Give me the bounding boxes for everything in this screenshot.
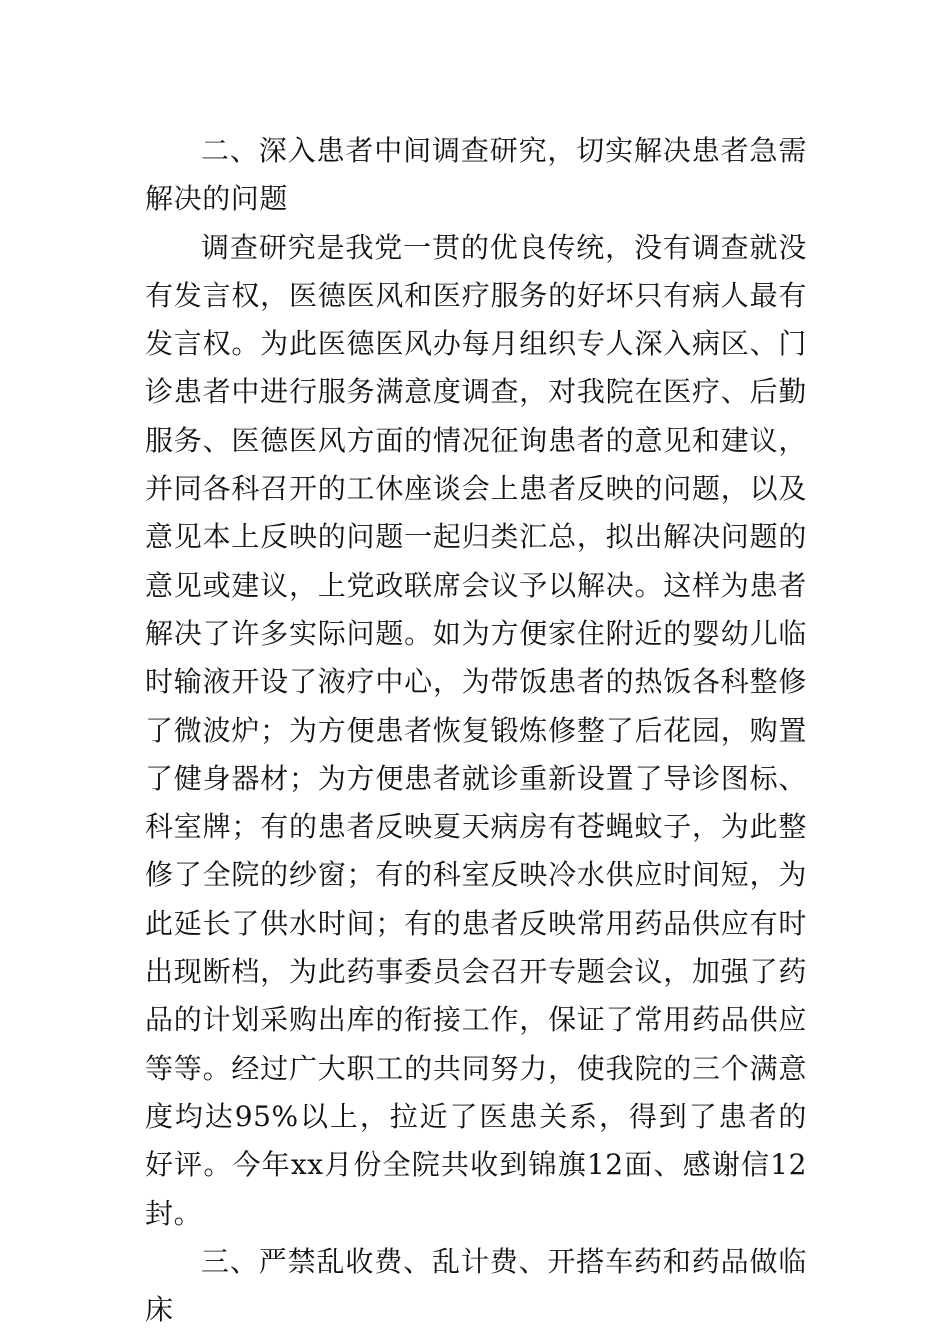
section-heading-2: 二、深入患者中间调查研究，切实解决患者急需解决的问题 — [145, 134, 807, 216]
body-paragraph: 调查研究是我党一贯的优良传统，没有调查就没有发言权，医德医风和医疗服务的好坏只有病人最有发言权。为此医德医风办每月组织专人深入病区、门诊患者中进行服务满意度调查，对我院在医疗、后勤服务、医德医风方面的情况征询患者的意见和建议，并同各科召开的工休座谈会上患者反映的问题，以及意见本上反映的问题一起归类汇总，拟出解决问题的意见或建议，上党政联席会议予以解决。这样为患者解决了许多实际问题。如为方便家住附近的婴幼儿临时输液开设了液疗中心，为带饭患者的热饭各科整修了微波炉；为方便患者恢复锻炼修整了后花园，购置了健身器材；为方便患者就诊重新设置了导诊图标、科室牌；有的患者反映夏天病房有苍蝇蚊子，为此整修了全院的纱窗；有的科室反映冷水供应时间短，为此延长了供水时间；有的患者反映常用药品供应有时出现断档，为此药事委员会召开专题会议，加强了药品的计划采购出库的衔接工作，保证了常用药品供应等等。经过广大职工的共同努力，使我院的三个满意度均达95%以上，拉近了医患关系，得到了患者的好评。今年xx月份全院共收到锦旗12面、感谢信12封。 — [145, 230, 807, 1230]
document-body — [145, 127, 807, 1334]
section-heading-3: 三、严禁乱收费、乱计费、开搭车药和药品做临床 — [145, 1244, 807, 1327]
